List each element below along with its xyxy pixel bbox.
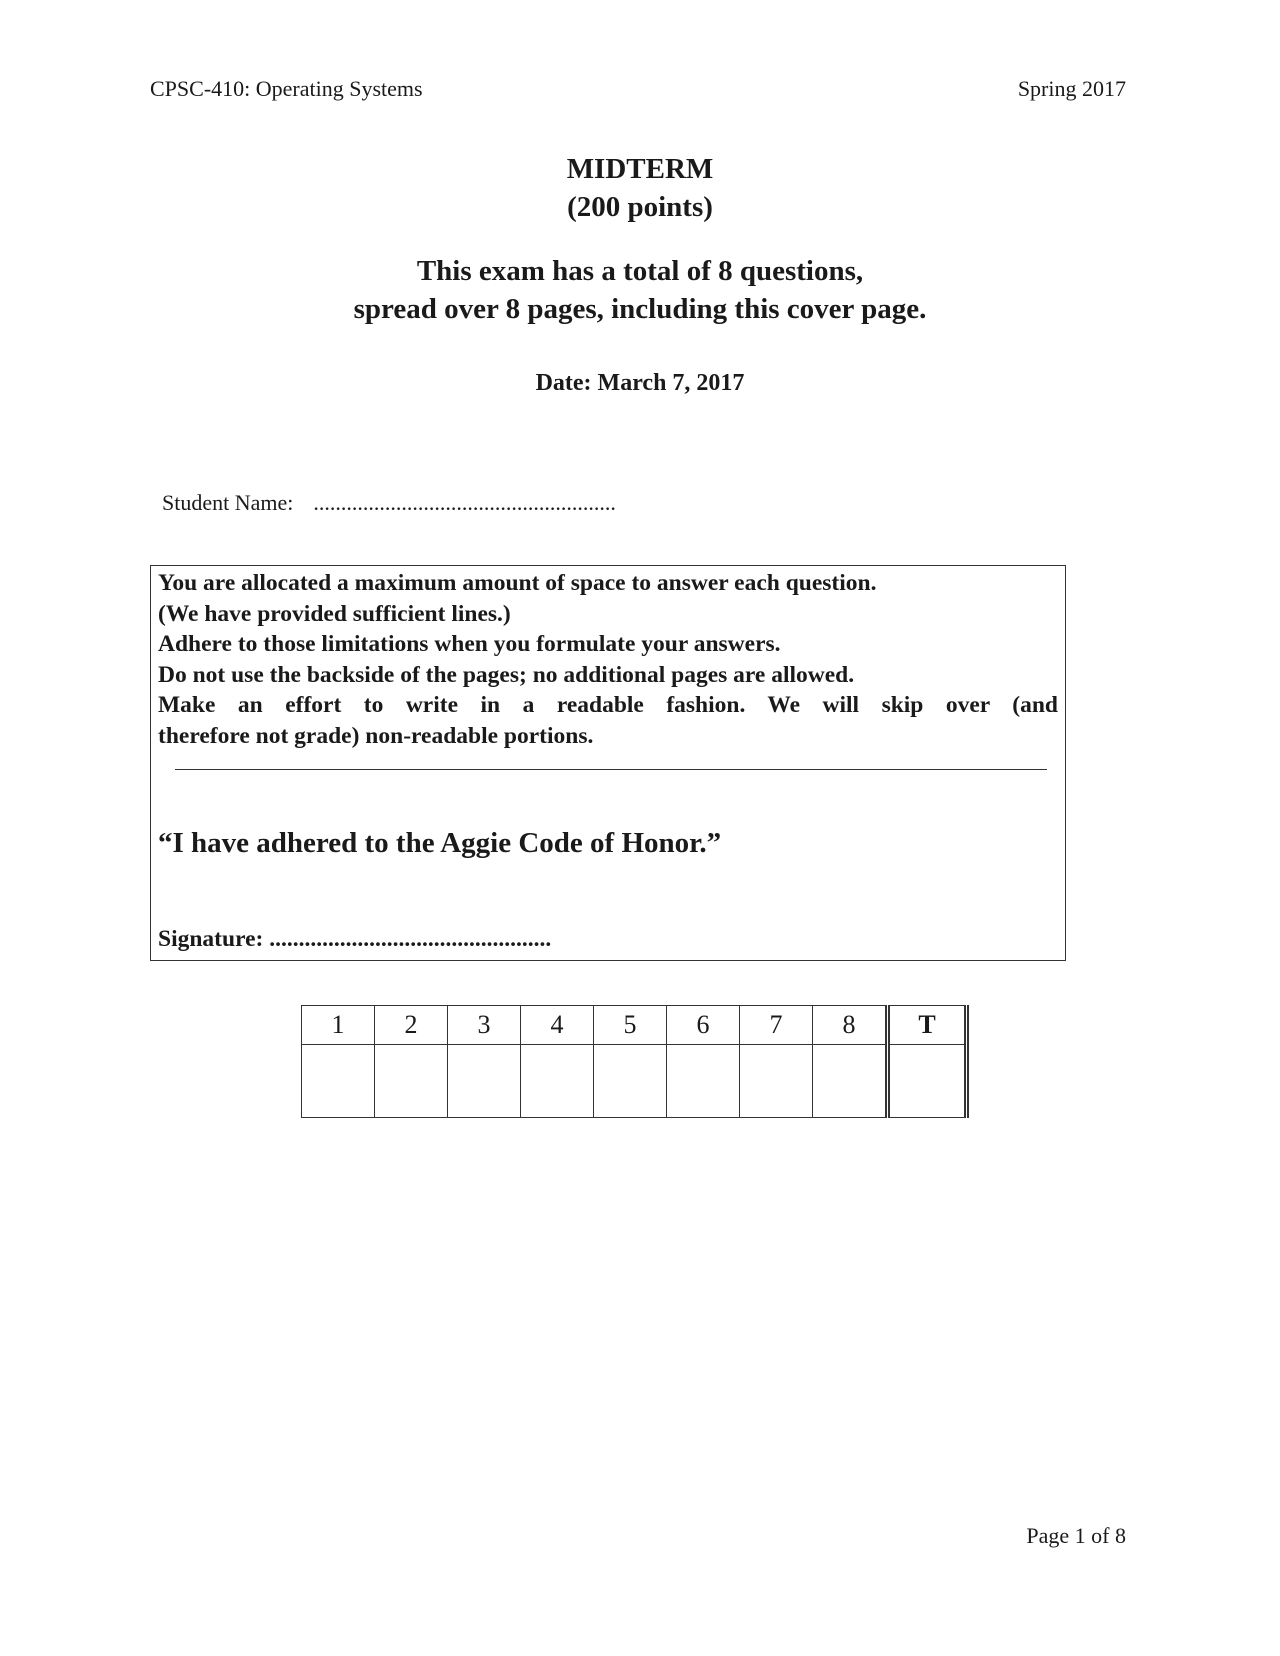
signature-field[interactable]: Signature: ................................................ (158, 926, 552, 952)
instructions-text (158, 568, 1058, 751)
exam-title-heading: MIDTERM (566, 153, 714, 185)
summary-line-2: spread over 8 pages, including this cover page. (353, 293, 927, 325)
score-cell[interactable] (375, 1045, 448, 1118)
score-table-header-row (302, 1006, 967, 1045)
instruction-line: Do not use the backside of the pages; no additional pages are allowed. (158, 661, 855, 688)
score-cell[interactable] (448, 1045, 521, 1118)
summary-line-1: This exam has a total of 8 questions, (416, 255, 864, 287)
student-name-label: Student Name: (162, 490, 294, 515)
student-name-dots: ....................................................... (313, 490, 616, 515)
score-cell[interactable] (813, 1045, 888, 1118)
score-total-cell[interactable] (888, 1045, 967, 1118)
course-title: CPSC-410: Operating Systems (150, 76, 423, 101)
exam-summary (0, 252, 1280, 328)
score-header-cell: 5 (594, 1006, 667, 1045)
instruction-line: (We have provided sufficient lines.) (158, 600, 511, 627)
score-header-cell: 2 (375, 1006, 448, 1045)
instruction-line: Make an effort to write in a readable fashion. We will skip over (and (158, 692, 1058, 718)
score-cell[interactable] (594, 1045, 667, 1118)
score-cell[interactable] (740, 1045, 813, 1118)
instruction-line: Adhere to those limitations when you formulate your answers. (158, 631, 781, 657)
honor-statement: “I have adhered to the Aggie Code of Honor.” (158, 827, 722, 859)
page-number: Page 1 of 8 (1026, 1523, 1126, 1548)
score-header-cell: 8 (813, 1006, 888, 1045)
exam-points: (200 points) (567, 191, 713, 223)
score-header-cell: 3 (448, 1006, 521, 1045)
score-header-total: T (888, 1006, 967, 1045)
score-header-cell: 1 (302, 1006, 375, 1045)
score-table-value-row (302, 1045, 967, 1118)
term: Spring 2017 (1017, 76, 1126, 101)
exam-title (0, 150, 1280, 226)
instruction-line: therefore not grade) non-readable portions. (158, 722, 594, 749)
score-table (301, 1005, 969, 1118)
instruction-line: You are allocated a maximum amount of space to answer each question. (158, 570, 877, 596)
score-cell[interactable] (667, 1045, 740, 1118)
score-header-cell: 6 (667, 1006, 740, 1045)
score-cell[interactable] (302, 1045, 375, 1118)
divider (175, 769, 1047, 770)
score-header-cell: 7 (740, 1006, 813, 1045)
score-header-cell: 4 (521, 1006, 594, 1045)
score-cell[interactable] (521, 1045, 594, 1118)
instructions-box (150, 565, 1066, 961)
student-name-field[interactable] (162, 490, 616, 516)
exam-date: Date: March 7, 2017 (535, 370, 745, 396)
